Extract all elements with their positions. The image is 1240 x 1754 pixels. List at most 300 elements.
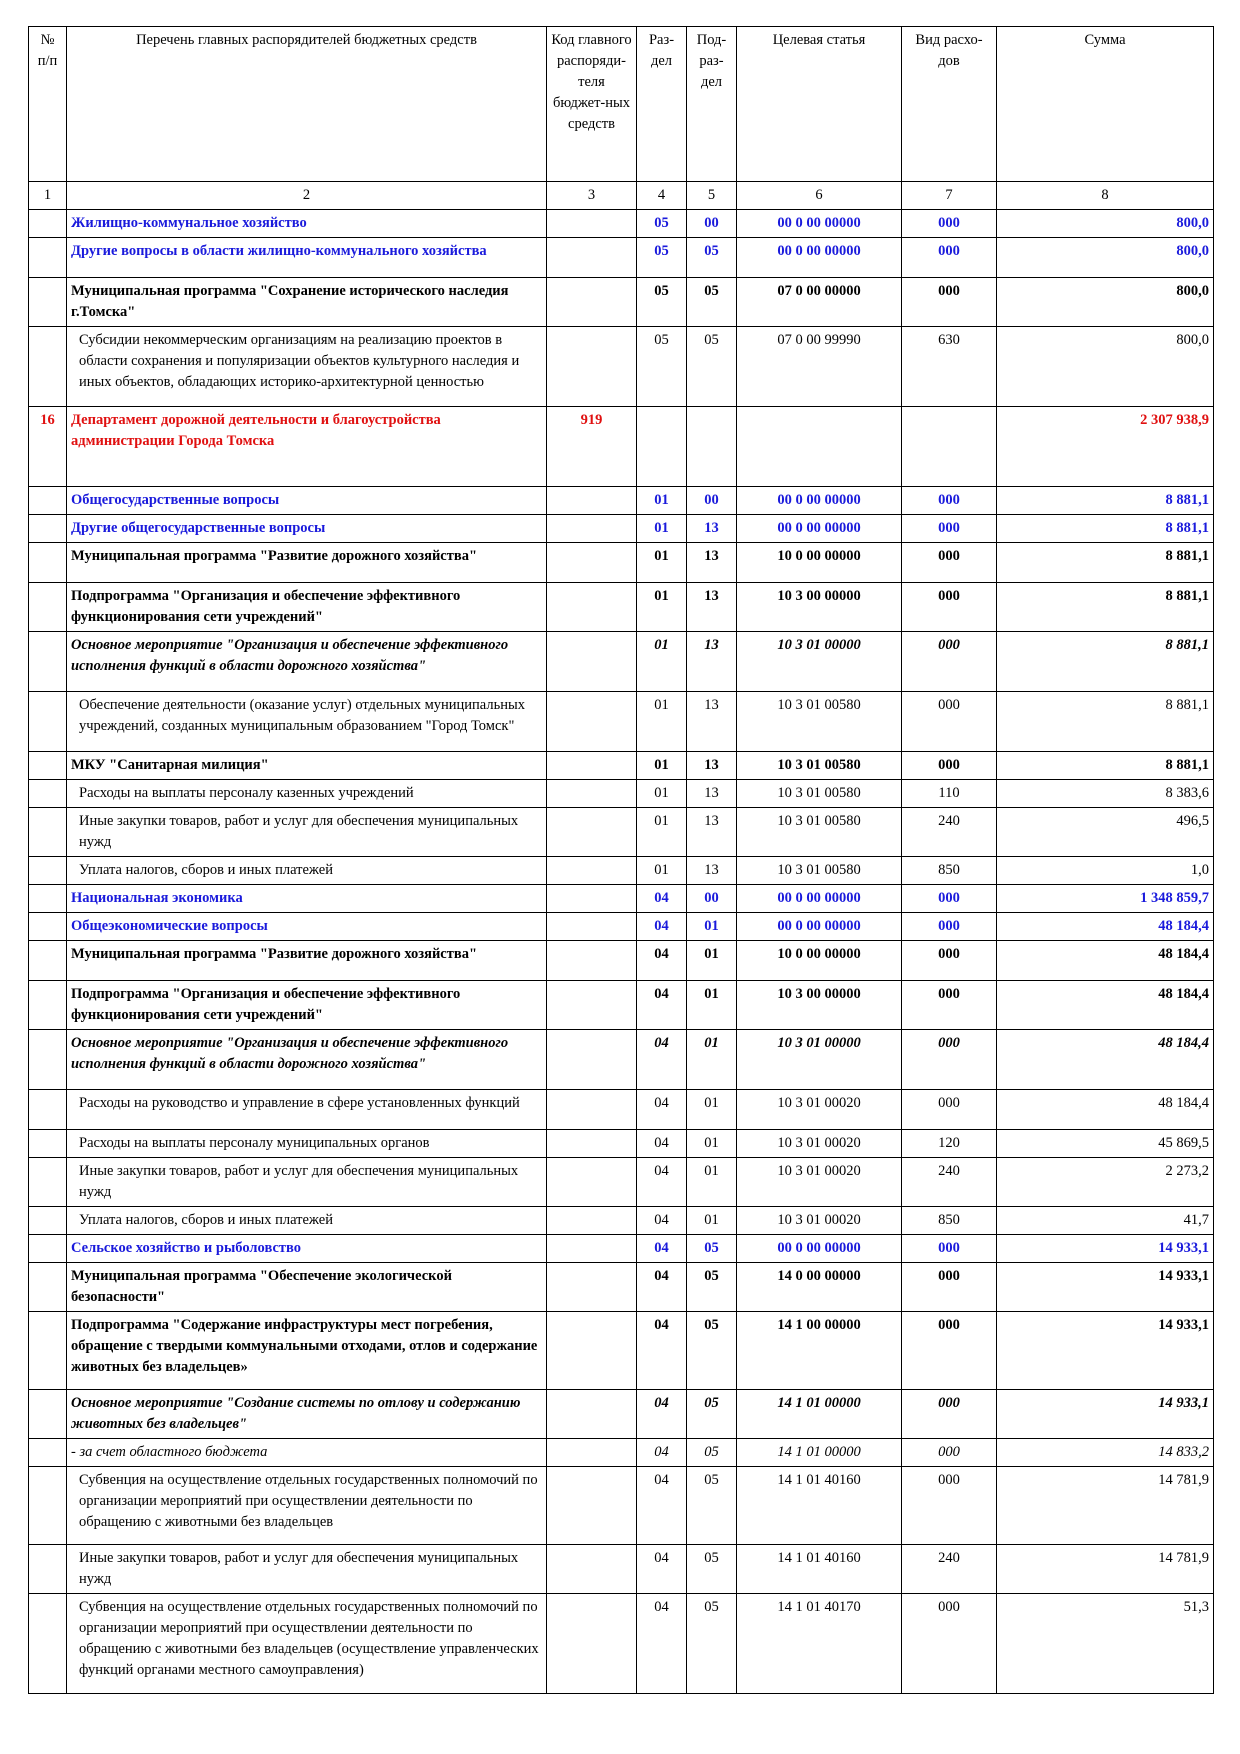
cell-code [547, 752, 637, 780]
cell-name: Подпрограмма "Организация и обеспечение эффективного функционирования сети учреждений" [67, 981, 547, 1030]
cell-target: 10 0 00 00000 [737, 941, 902, 981]
cell-sum: 14 833,2 [997, 1439, 1214, 1467]
cell-vid: 000 [902, 1594, 997, 1694]
cell-sum: 41,7 [997, 1207, 1214, 1235]
cell-target: 10 3 01 00580 [737, 857, 902, 885]
cell-razdel: 04 [637, 1130, 687, 1158]
cell-name: Подпрограмма "Организация и обеспечение эффективного функционирования сети учреждений" [67, 583, 547, 632]
table-row [29, 981, 1214, 1030]
cell-code [547, 981, 637, 1030]
cell-sum: 8 881,1 [997, 487, 1214, 515]
cell-razdel: 01 [637, 808, 687, 857]
cell-razdel: 01 [637, 515, 687, 543]
cell-name: Национальная экономика [67, 885, 547, 913]
cell-vid: 240 [902, 1545, 997, 1594]
cell-target: 10 3 01 00020 [737, 1207, 902, 1235]
cell-target: 00 0 00 00000 [737, 913, 902, 941]
cell-podrazdel: 05 [687, 327, 737, 407]
cell-target: 00 0 00 00000 [737, 1235, 902, 1263]
table-row [29, 857, 1214, 885]
table-row [29, 1467, 1214, 1545]
cell-vid: 850 [902, 1207, 997, 1235]
cell-sum: 8 881,1 [997, 543, 1214, 583]
header-cell-razdel: Раз-дел [637, 27, 687, 182]
cell-num [29, 981, 67, 1030]
cell-sum: 14 933,1 [997, 1312, 1214, 1390]
column-number: 5 [687, 182, 737, 210]
cell-sum: 8 881,1 [997, 692, 1214, 752]
cell-name: Другие вопросы в области жилищно-коммунального хозяйства [67, 238, 547, 278]
cell-name: Основное мероприятие "Создание системы по отлову и содержанию животных без владельцев" [67, 1390, 547, 1439]
header-cell-sum: Сумма [997, 27, 1214, 182]
cell-razdel: 04 [637, 913, 687, 941]
cell-razdel: 05 [637, 278, 687, 327]
column-number: 7 [902, 182, 997, 210]
cell-podrazdel: 01 [687, 1207, 737, 1235]
cell-num [29, 1235, 67, 1263]
table-row [29, 543, 1214, 583]
cell-podrazdel: 05 [687, 238, 737, 278]
cell-razdel: 04 [637, 1263, 687, 1312]
cell-sum: 800,0 [997, 210, 1214, 238]
cell-target: 10 3 01 00000 [737, 632, 902, 692]
cell-code [547, 515, 637, 543]
cell-podrazdel: 13 [687, 780, 737, 808]
cell-code [547, 808, 637, 857]
cell-code [547, 1439, 637, 1467]
cell-razdel: 04 [637, 1030, 687, 1090]
cell-sum: 8 881,1 [997, 632, 1214, 692]
table-row [29, 210, 1214, 238]
cell-code [547, 1390, 637, 1439]
table-row [29, 487, 1214, 515]
column-number: 2 [67, 182, 547, 210]
cell-target: 14 1 01 40160 [737, 1467, 902, 1545]
cell-razdel: 04 [637, 1158, 687, 1207]
cell-podrazdel [687, 407, 737, 487]
cell-num [29, 1545, 67, 1594]
cell-num [29, 487, 67, 515]
cell-code [547, 1312, 637, 1390]
cell-target: 14 1 00 00000 [737, 1312, 902, 1390]
cell-razdel: 05 [637, 327, 687, 407]
cell-num [29, 752, 67, 780]
cell-target: 14 1 01 40160 [737, 1545, 902, 1594]
table-row [29, 238, 1214, 278]
cell-num [29, 278, 67, 327]
cell-razdel: 04 [637, 1390, 687, 1439]
cell-name: Обеспечение деятельности (оказание услуг) отдельных муниципальных учреждений, созданных муниципальным образованием "Город Томск" [67, 692, 547, 752]
cell-podrazdel: 01 [687, 913, 737, 941]
table-row [29, 780, 1214, 808]
cell-podrazdel: 13 [687, 808, 737, 857]
cell-target: 14 1 01 00000 [737, 1439, 902, 1467]
cell-vid: 000 [902, 1090, 997, 1130]
cell-podrazdel: 05 [687, 1263, 737, 1312]
table-row [29, 1090, 1214, 1130]
budget-rows [29, 210, 1214, 1694]
cell-target: 10 3 01 00020 [737, 1090, 902, 1130]
cell-name: Расходы на выплаты персоналу муниципальных органов [67, 1130, 547, 1158]
cell-num [29, 632, 67, 692]
cell-name: МКУ "Санитарная милиция" [67, 752, 547, 780]
table-row [29, 1158, 1214, 1207]
cell-target: 10 3 00 00000 [737, 583, 902, 632]
cell-code [547, 780, 637, 808]
table-row [29, 632, 1214, 692]
cell-code [547, 1158, 637, 1207]
cell-podrazdel: 01 [687, 1158, 737, 1207]
cell-name: Иные закупки товаров, работ и услуг для обеспечения муниципальных нужд [67, 808, 547, 857]
cell-code [547, 1090, 637, 1130]
cell-podrazdel: 00 [687, 487, 737, 515]
table-row [29, 1030, 1214, 1090]
header-row [29, 27, 1214, 182]
cell-vid: 000 [902, 1312, 997, 1390]
cell-code [547, 1130, 637, 1158]
cell-num [29, 543, 67, 583]
cell-num [29, 1090, 67, 1130]
cell-vid: 240 [902, 1158, 997, 1207]
cell-vid: 000 [902, 543, 997, 583]
table-row [29, 1235, 1214, 1263]
cell-target: 10 3 01 00020 [737, 1158, 902, 1207]
cell-target: 14 1 01 40170 [737, 1594, 902, 1694]
cell-num [29, 1030, 67, 1090]
cell-razdel: 05 [637, 210, 687, 238]
cell-num [29, 210, 67, 238]
table-row [29, 1263, 1214, 1312]
cell-razdel [637, 407, 687, 487]
cell-num [29, 857, 67, 885]
cell-vid: 000 [902, 1235, 997, 1263]
cell-num [29, 808, 67, 857]
column-number-row [29, 182, 1214, 210]
table-row [29, 1545, 1214, 1594]
column-number: 4 [637, 182, 687, 210]
cell-podrazdel: 01 [687, 1090, 737, 1130]
cell-sum: 14 933,1 [997, 1390, 1214, 1439]
cell-num [29, 1263, 67, 1312]
cell-target: 10 3 01 00580 [737, 780, 902, 808]
cell-vid: 000 [902, 981, 997, 1030]
cell-razdel: 01 [637, 487, 687, 515]
cell-razdel: 01 [637, 857, 687, 885]
cell-razdel: 04 [637, 1545, 687, 1594]
cell-podrazdel: 13 [687, 543, 737, 583]
header-cell-name: Перечень главных распорядителей бюджетных средств [67, 27, 547, 182]
cell-target [737, 407, 902, 487]
cell-num [29, 1130, 67, 1158]
column-number: 1 [29, 182, 67, 210]
cell-target: 07 0 00 99990 [737, 327, 902, 407]
cell-vid: 630 [902, 327, 997, 407]
cell-name: Уплата налогов, сборов и иных платежей [67, 857, 547, 885]
cell-code [547, 327, 637, 407]
cell-sum: 800,0 [997, 327, 1214, 407]
table-row [29, 913, 1214, 941]
cell-name: Муниципальная программа "Развитие дорожного хозяйства" [67, 543, 547, 583]
cell-sum: 800,0 [997, 278, 1214, 327]
cell-code [547, 487, 637, 515]
cell-razdel: 01 [637, 780, 687, 808]
cell-num [29, 885, 67, 913]
cell-podrazdel: 01 [687, 1130, 737, 1158]
cell-podrazdel: 05 [687, 1235, 737, 1263]
cell-vid: 110 [902, 780, 997, 808]
table-row [29, 327, 1214, 407]
cell-podrazdel: 13 [687, 752, 737, 780]
cell-num [29, 515, 67, 543]
cell-code [547, 1545, 637, 1594]
cell-target: 10 3 01 00020 [737, 1130, 902, 1158]
cell-name: Расходы на руководство и управление в сфере установленных функций [67, 1090, 547, 1130]
cell-vid: 000 [902, 278, 997, 327]
cell-target: 00 0 00 00000 [737, 487, 902, 515]
cell-razdel: 04 [637, 941, 687, 981]
cell-sum: 8 383,6 [997, 780, 1214, 808]
cell-podrazdel: 13 [687, 583, 737, 632]
cell-sum: 51,3 [997, 1594, 1214, 1694]
budget-table [28, 26, 1214, 1694]
table-row [29, 583, 1214, 632]
cell-target: 00 0 00 00000 [737, 885, 902, 913]
cell-code [547, 1030, 637, 1090]
cell-podrazdel: 05 [687, 1312, 737, 1390]
header-cell-num: № п/п [29, 27, 67, 182]
cell-code [547, 583, 637, 632]
budget-document [28, 26, 1213, 1694]
cell-num [29, 1158, 67, 1207]
cell-razdel: 01 [637, 583, 687, 632]
header-cell-target: Целевая статья [737, 27, 902, 182]
cell-podrazdel: 05 [687, 1467, 737, 1545]
cell-vid: 000 [902, 913, 997, 941]
cell-code [547, 1594, 637, 1694]
cell-code [547, 913, 637, 941]
cell-sum: 48 184,4 [997, 1030, 1214, 1090]
cell-num [29, 1312, 67, 1390]
table-row [29, 1130, 1214, 1158]
cell-num [29, 238, 67, 278]
cell-sum: 48 184,4 [997, 981, 1214, 1030]
cell-podrazdel: 00 [687, 210, 737, 238]
table-row [29, 1207, 1214, 1235]
cell-sum: 14 781,9 [997, 1467, 1214, 1545]
cell-target: 10 3 00 00000 [737, 981, 902, 1030]
column-number: 8 [997, 182, 1214, 210]
cell-vid: 850 [902, 857, 997, 885]
cell-num [29, 1439, 67, 1467]
table-row [29, 808, 1214, 857]
cell-sum: 8 881,1 [997, 752, 1214, 780]
table-row [29, 752, 1214, 780]
cell-num [29, 692, 67, 752]
cell-target: 10 3 01 00580 [737, 808, 902, 857]
cell-vid: 000 [902, 1030, 997, 1090]
header-cell-code: Код главного распоряди-теля бюджет-ных средств [547, 27, 637, 182]
cell-num [29, 1207, 67, 1235]
cell-vid: 000 [902, 885, 997, 913]
cell-podrazdel: 00 [687, 885, 737, 913]
column-number: 6 [737, 182, 902, 210]
cell-target: 10 3 01 00580 [737, 692, 902, 752]
cell-vid: 000 [902, 1467, 997, 1545]
table-row [29, 1594, 1214, 1694]
cell-podrazdel: 05 [687, 1439, 737, 1467]
cell-num [29, 780, 67, 808]
table-row [29, 278, 1214, 327]
table-row [29, 1390, 1214, 1439]
cell-target: 00 0 00 00000 [737, 238, 902, 278]
cell-target: 10 3 01 00000 [737, 1030, 902, 1090]
cell-sum: 1 348 859,7 [997, 885, 1214, 913]
cell-vid: 000 [902, 692, 997, 752]
cell-razdel: 04 [637, 1594, 687, 1694]
cell-vid: 000 [902, 632, 997, 692]
cell-podrazdel: 05 [687, 1390, 737, 1439]
cell-razdel: 01 [637, 632, 687, 692]
cell-sum: 48 184,4 [997, 913, 1214, 941]
cell-name: Общегосударственные вопросы [67, 487, 547, 515]
cell-sum: 14 781,9 [997, 1545, 1214, 1594]
cell-sum: 2 273,2 [997, 1158, 1214, 1207]
cell-vid: 000 [902, 583, 997, 632]
cell-name: Муниципальная программа "Обеспечение экологической безопасности" [67, 1263, 547, 1312]
cell-razdel: 04 [637, 1090, 687, 1130]
cell-vid: 000 [902, 1263, 997, 1312]
cell-podrazdel: 05 [687, 1545, 737, 1594]
cell-code [547, 1467, 637, 1545]
cell-code [547, 857, 637, 885]
cell-target: 00 0 00 00000 [737, 210, 902, 238]
cell-sum: 496,5 [997, 808, 1214, 857]
cell-name: - за счет областного бюджета [67, 1439, 547, 1467]
cell-razdel: 01 [637, 692, 687, 752]
cell-code [547, 1235, 637, 1263]
cell-vid: 000 [902, 941, 997, 981]
cell-vid: 000 [902, 515, 997, 543]
cell-name: Другие общегосударственные вопросы [67, 515, 547, 543]
cell-podrazdel: 13 [687, 515, 737, 543]
cell-code [547, 885, 637, 913]
cell-vid: 000 [902, 752, 997, 780]
cell-sum: 48 184,4 [997, 941, 1214, 981]
cell-podrazdel: 01 [687, 941, 737, 981]
cell-sum: 1,0 [997, 857, 1214, 885]
cell-podrazdel: 13 [687, 857, 737, 885]
cell-vid: 000 [902, 1390, 997, 1439]
cell-num [29, 1467, 67, 1545]
cell-name: Основное мероприятие "Организация и обеспечение эффективного исполнения функций в области дорожного хозяйства" [67, 632, 547, 692]
cell-sum: 48 184,4 [997, 1090, 1214, 1130]
cell-vid: 000 [902, 238, 997, 278]
cell-podrazdel: 13 [687, 692, 737, 752]
table-row [29, 1312, 1214, 1390]
cell-sum: 2 307 938,9 [997, 407, 1214, 487]
cell-name: Жилищно-коммунальное хозяйство [67, 210, 547, 238]
table-row [29, 692, 1214, 752]
cell-razdel: 01 [637, 752, 687, 780]
cell-target: 07 0 00 00000 [737, 278, 902, 327]
cell-razdel: 04 [637, 1207, 687, 1235]
cell-num: 16 [29, 407, 67, 487]
table-row [29, 1439, 1214, 1467]
cell-vid: 240 [902, 808, 997, 857]
column-number: 3 [547, 182, 637, 210]
cell-podrazdel: 01 [687, 981, 737, 1030]
table-row [29, 515, 1214, 543]
header-cell-podrazdel: Под-раз-дел [687, 27, 737, 182]
cell-vid: 000 [902, 1439, 997, 1467]
cell-name: Общеэкономические вопросы [67, 913, 547, 941]
cell-razdel: 04 [637, 1235, 687, 1263]
cell-name: Сельское хозяйство и рыболовство [67, 1235, 547, 1263]
cell-num [29, 1390, 67, 1439]
cell-razdel: 04 [637, 1312, 687, 1390]
cell-target: 10 3 01 00580 [737, 752, 902, 780]
cell-razdel: 05 [637, 238, 687, 278]
cell-vid: 000 [902, 210, 997, 238]
cell-num [29, 941, 67, 981]
cell-podrazdel: 01 [687, 1030, 737, 1090]
cell-code [547, 692, 637, 752]
cell-sum: 45 869,5 [997, 1130, 1214, 1158]
cell-sum: 8 881,1 [997, 583, 1214, 632]
cell-code [547, 1207, 637, 1235]
cell-name: Субсидии некоммерческим организациям на реализацию проектов в области сохранения и популяризации объектов культурного наследия и иных объектов, обладающих историко-архитектурной ценностью [67, 327, 547, 407]
cell-name: Расходы на выплаты персоналу казенных учреждений [67, 780, 547, 808]
cell-sum: 14 933,1 [997, 1235, 1214, 1263]
header-cell-vid: Вид расхо-дов [902, 27, 997, 182]
cell-name: Муниципальная программа "Сохранение исторического наследия г.Томска" [67, 278, 547, 327]
cell-num [29, 583, 67, 632]
cell-razdel: 04 [637, 885, 687, 913]
cell-name: Уплата налогов, сборов и иных платежей [67, 1207, 547, 1235]
cell-razdel: 04 [637, 981, 687, 1030]
cell-num [29, 913, 67, 941]
cell-sum: 800,0 [997, 238, 1214, 278]
cell-razdel: 04 [637, 1467, 687, 1545]
cell-num [29, 1594, 67, 1694]
cell-sum: 8 881,1 [997, 515, 1214, 543]
cell-num [29, 327, 67, 407]
table-row [29, 885, 1214, 913]
cell-name: Субвенция на осуществление отдельных государственных полномочий по организации мероприятий при осуществлении деятельности по обращению с животными без владельцев (осуществление управленческих функций органами местного самоуправления) [67, 1594, 547, 1694]
cell-target: 00 0 00 00000 [737, 515, 902, 543]
department-row [29, 407, 1214, 487]
cell-vid [902, 407, 997, 487]
cell-code [547, 543, 637, 583]
cell-podrazdel: 05 [687, 278, 737, 327]
cell-code: 919 [547, 407, 637, 487]
cell-razdel: 01 [637, 543, 687, 583]
cell-code [547, 941, 637, 981]
cell-name: Иные закупки товаров, работ и услуг для обеспечения муниципальных нужд [67, 1545, 547, 1594]
cell-code [547, 238, 637, 278]
cell-name: Департамент дорожной деятельности и благоустройства администрации Города Томска [67, 407, 547, 487]
cell-target: 14 1 01 00000 [737, 1390, 902, 1439]
cell-name: Муниципальная программа "Развитие дорожного хозяйства" [67, 941, 547, 981]
cell-sum: 14 933,1 [997, 1263, 1214, 1312]
cell-code [547, 210, 637, 238]
cell-code [547, 278, 637, 327]
cell-podrazdel: 13 [687, 632, 737, 692]
cell-vid: 120 [902, 1130, 997, 1158]
cell-code [547, 632, 637, 692]
cell-name: Основное мероприятие "Организация и обеспечение эффективного исполнения функций в области дорожного хозяйства" [67, 1030, 547, 1090]
cell-vid: 000 [902, 487, 997, 515]
